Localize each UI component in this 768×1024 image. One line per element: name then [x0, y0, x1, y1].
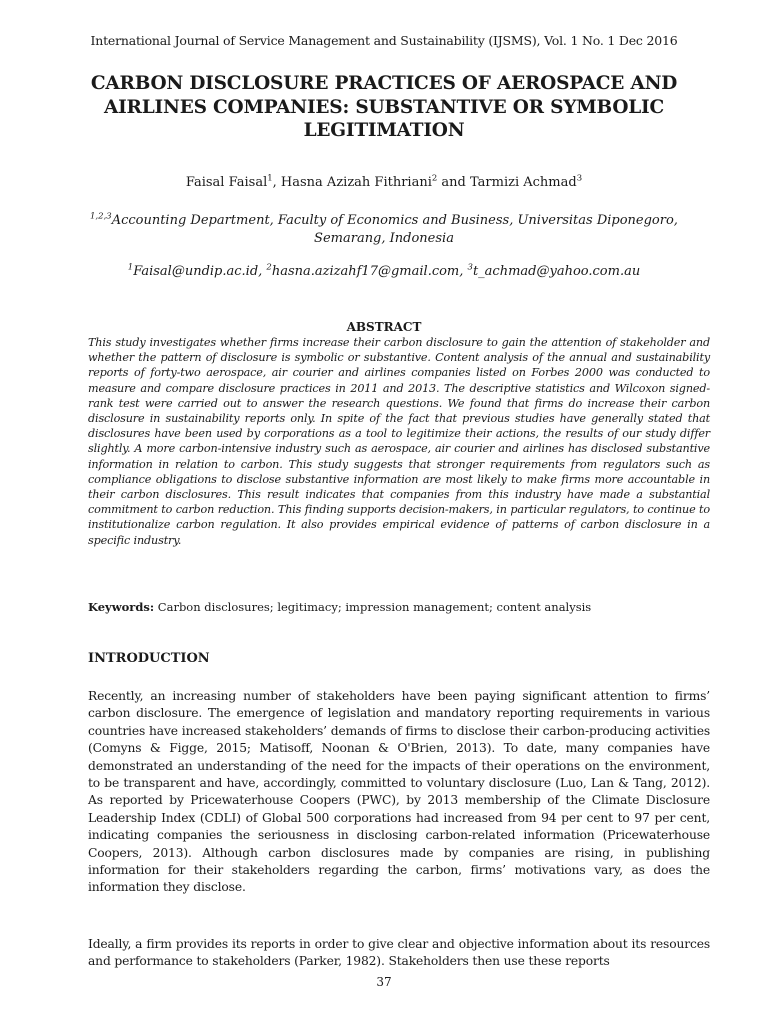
keywords	[88, 600, 710, 614]
paper-title: CARBON DISCLOSURE PRACTICES OF AEROSPACE AND AIRLINES COMPANIES: SUBSTANTIVE OR SYMBOLIC LEGITIMATION	[90, 73, 678, 141]
affiliation	[80, 212, 688, 248]
keywords-label: Keywords:	[88, 600, 155, 614]
body-paragraph: Ideally, a firm provides its reports in order to give clear and objective information about its resources and performance to stakeholders (Parker, 1982). Stakeholders then use these reports	[88, 937, 710, 969]
keywords-text: Carbon disclosures; legitimacy; impression management; content analysis	[154, 600, 592, 614]
author-name: Tarmizi Achmad	[470, 175, 577, 190]
email-superscript: 3	[467, 262, 473, 273]
journal-header: International Journal of Service Management and Sustainability (IJSMS), Vol. 1 No. 1 Dec 2016	[90, 33, 678, 48]
email-superscript: 1	[127, 262, 134, 273]
abstract-heading: ABSTRACT	[346, 320, 422, 334]
author-list	[0, 175, 768, 190]
author-name: Faisal Faisal	[185, 175, 268, 190]
email-address[interactable]: hasna.azizahf17@gmail.com	[271, 264, 460, 279]
affiliation-superscript: 1,2,3	[90, 211, 112, 222]
author-superscript: 1	[267, 173, 273, 184]
author-superscript: 3	[576, 173, 583, 184]
author-name: Hasna Azizah Fithriani	[280, 175, 432, 190]
author-separator: ,	[272, 175, 281, 190]
body-paragraph: Recently, an increasing number of stakeholders have been paying significant attention to firms’ carbon disclosure. The emergence of legislation and mandatory reporting requirements in various countries have increased stakeholders’ demands of firms to disclose their carbon-producing activities (Comyns & Figge, 2015; Matisoff, Noonan & O'Brien, 2013). To date, many companies have demonstrated an understanding of the need for the impacts of their operations on the environment, to be transparent and have, accordingly, committed to voluntary disclosure (Luo, Lan & Tang, 2012). As reported by Pricewaterhouse Coopers (PWC), by 2013 membership of the Climate Disclosure Leadership Index (CDLI) of Global 500 corporations had increased from 94 per cent to 97 per cent, indicating companies the seriousness in disclosing carbon-related information (Pricewaterhouse Coopers, 2013). Although carbon disclosures made by companies are rising, in publishing information for their stakeholders regarding the carbon, firms’ motivations vary, as does the information they disclose.	[88, 689, 710, 895]
page-number: 37	[376, 975, 392, 989]
email-list	[40, 264, 728, 279]
email-address[interactable]: Faisal@undip.ac.id	[133, 264, 259, 279]
email-separator: ,	[258, 264, 267, 279]
email-superscript: 2	[266, 262, 272, 273]
author-separator: and	[437, 175, 471, 190]
affiliation-text: Accounting Department, Faculty of Economics and Business, Universitas Diponegoro, Semarang, Indonesia	[111, 213, 678, 246]
email-separator: ,	[459, 264, 468, 279]
abstract-text: This study investigates whether firms increase their carbon disclosure to gain the attention of stakeholder and whether the pattern of disclosure is symbolic or substantive. Content analysis of the annual and sustainability reports of forty-two aerospace, air courier and airlines companies listed on Forbes 2000 was conducted to measure and compare disclosure practices in 2011 and 2013. The descriptive statistics and Wilcoxon signed-rank test were carried out to answer the research questions. We found that firms do increase their carbon disclosure in sustainability reports only. In spite of the fact that previous studies have generally stated that disclosures have been used by corporations as a tool to legitimize their actions, the results of our study differ slightly. A more carbon-intensive industry such as aerospace, air courier and airlines has disclosed substantive information in relation to carbon. This study suggests that stronger requirements from regulators such as compliance obligations to disclose substantive information are most likely to make firms more accountable in their carbon disclosures. This result indicates that companies from this industry have made a substantial commitment to carbon reduction. This finding supports decision-makers, in particular regulators, to continue to institutionalize carbon regulation. It also provides empirical evidence of patterns of carbon disclosure in a specific industry.	[88, 336, 710, 547]
section-heading-introduction: INTRODUCTION	[88, 651, 210, 666]
email-address[interactable]: t_achmad@yahoo.com.au	[472, 264, 641, 279]
author-superscript: 2	[431, 173, 438, 184]
